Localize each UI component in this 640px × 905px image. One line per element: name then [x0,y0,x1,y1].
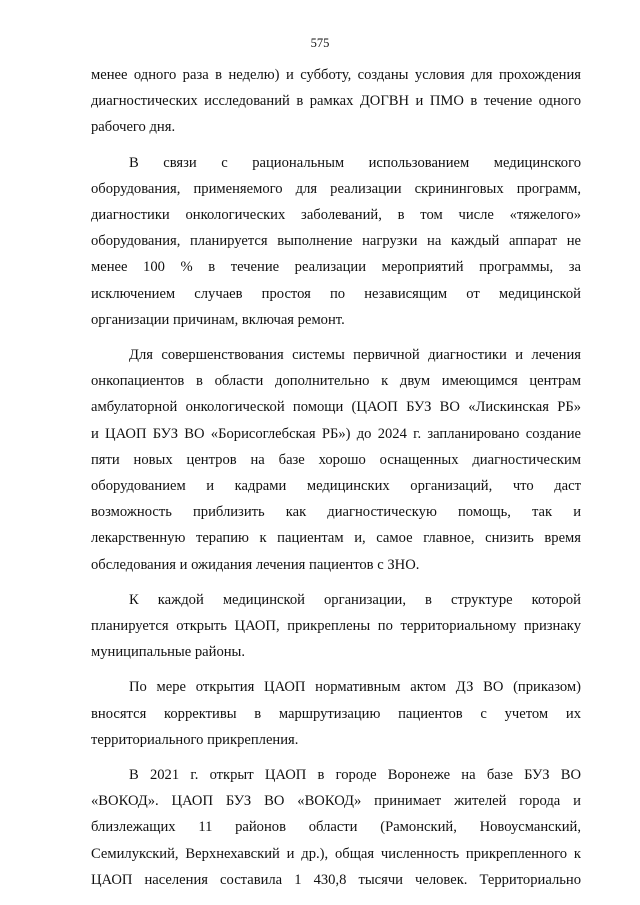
paragraph-2 [91,150,581,333]
paragraph-line: По мере открытия ЦАОП нормативным актом ДЗ ВО (приказом) [129,679,581,696]
paragraph-4 [91,587,581,666]
paragraph-line: В связи с рациональным использованием медицинского [129,154,581,171]
paragraph-1 [91,62,581,141]
paragraph-line: муниципальные районы. [91,644,246,661]
paragraph-line: организации причинам, включая ремонт. [91,311,345,328]
paragraph-line: оборудованием и кадрами медицинских организаций, что даст [91,478,581,495]
paragraph-line: амбулаторной онкологической помощи (ЦАОП БУЗ ВО «Лискинская РБ» [91,399,581,416]
paragraph-line: менее одного раза в неделю) и субботу, созданы условия для прохождения [91,67,581,83]
paragraph-line: В 2021 г. открыт ЦАОП в городе Воронеже на базе БУЗ ВО [129,767,581,784]
paragraph-line: вносятся коррективы в маршрутизацию пациентов с учетом их [91,705,581,722]
paragraph-line: близлежащих 11 районов области (Рамонский, Новоусманский, [91,819,581,836]
paragraph-line: рабочего дня. [91,119,176,136]
paragraph-line: ЦАОП населения составила 1 430,8 тысячи человек. Территориально [91,871,581,888]
paragraph-line: Семилукский, Верхнехавский и др.), общая численность прикрепленного к [91,845,581,862]
paragraph-line: планируется открыть ЦАОП, прикреплены по территориальному признаку [91,618,581,635]
paragraph-3 [91,342,581,578]
paragraph-line: «ВОКОД». ЦАОП БУЗ ВО «ВОКОД» принимает жителей города и [91,793,581,810]
paragraph-line: лекарственную терапию к пациентам и, самое главное, снизить время [91,530,581,547]
paragraph-5 [91,674,581,753]
document-body [91,62,581,902]
paragraph-line: обследования и ожидания лечения пациентов с ЗНО. [91,556,420,573]
paragraph-line: диагностики онкологических заболеваний, в том числе «тяжелого» [91,207,581,224]
paragraph-line: исключением случаев простоя по независящим от медицинской [91,285,581,302]
paragraph-line: и ЦАОП БУЗ ВО «Борисоглебская РБ») до 2024 г. запланировано создание [91,425,581,442]
paragraph-line: Для совершенствования системы первичной диагностики и лечения [129,347,581,364]
paragraph-line: диагностических исследований в рамках ДОГВН и ПМО в течение одного [91,93,581,110]
paragraph-line: возможность приблизить как диагностическую помощь, так и [91,504,581,521]
paragraph-line: оборудования, применяемого для реализации скрининговых программ, [91,180,581,197]
paragraph-line: менее 100 % в течение реализации мероприятий программы, за [91,259,581,276]
page-number: 575 [310,36,330,50]
paragraph-line: пяти новых центров на базе хорошо оснащенных диагностическим [91,451,581,468]
paragraph-6 [91,762,581,893]
paragraph-line: К каждой медицинской организации, в структуре которой [129,591,581,608]
paragraph-line: оборудования, планируется выполнение нагрузки на каждый аппарат не [91,233,581,250]
paragraph-line: онкопациентов в области дополнительно к двум имеющимся центрам [91,373,581,390]
paragraph-line: территориального прикрепления. [91,731,299,748]
